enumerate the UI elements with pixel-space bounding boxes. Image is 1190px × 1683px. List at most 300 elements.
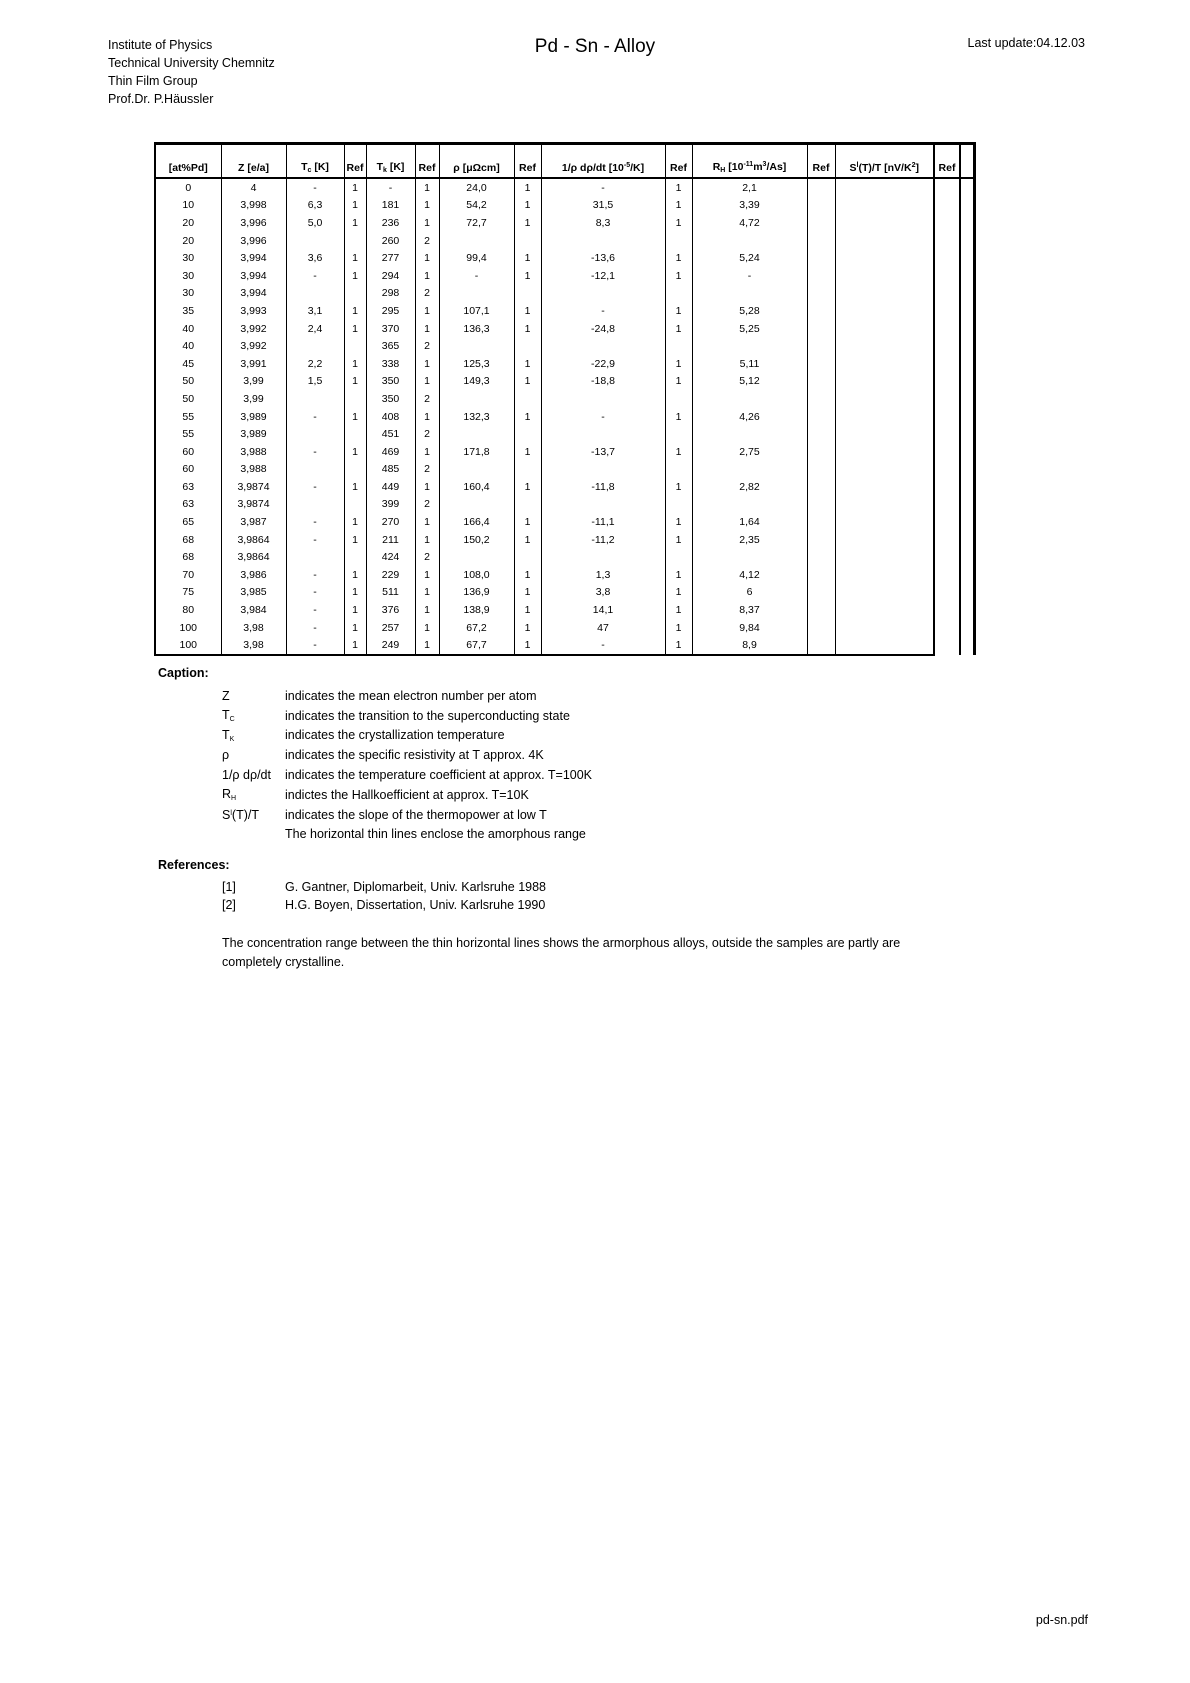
table-row	[155, 513, 974, 531]
table-cell	[344, 232, 366, 250]
table-cell: 3,98	[221, 619, 286, 637]
table-row	[155, 214, 974, 232]
table-cell: 338	[366, 355, 415, 373]
table-cell: 1	[665, 513, 692, 531]
table-cell: 136,3	[439, 320, 514, 338]
table-cell: 6,3	[286, 197, 344, 215]
table-cell: 24,0	[439, 178, 514, 197]
table-cell: 1	[514, 566, 541, 584]
table-cell: 1	[344, 408, 366, 426]
table-cell: -11,2	[541, 531, 665, 549]
table-cell-spacer	[934, 425, 960, 443]
amorphous-note: The concentration range between the thin horizontal lines shows the armorphous alloys, outside the samples are partly are completely crystalline.	[222, 936, 901, 969]
table-cell: 257	[366, 619, 415, 637]
col-header-at-pd: [at%Pd]	[155, 144, 221, 179]
table-cell: 14,1	[541, 601, 665, 619]
table-cell-spacer	[960, 478, 974, 496]
table-cell	[692, 461, 807, 479]
institute-line: Prof.Dr. P.Häussler	[108, 92, 214, 106]
table-cell	[807, 513, 835, 531]
table-cell: 3,993	[221, 302, 286, 320]
table-cell: -	[286, 584, 344, 602]
table-row	[155, 197, 974, 215]
table-cell: 3,994	[221, 285, 286, 303]
table-cell-spacer	[960, 548, 974, 566]
table-cell: 181	[366, 197, 415, 215]
table-row	[155, 232, 974, 250]
table-row	[155, 531, 974, 549]
table-cell: 3,9874	[221, 478, 286, 496]
col-header-ref: Ref	[344, 144, 366, 179]
table-cell	[807, 584, 835, 602]
table-cell-spacer	[960, 601, 974, 619]
table-cell-spacer	[960, 178, 974, 197]
table-cell	[835, 355, 934, 373]
table-cell: 10	[155, 197, 221, 215]
table-cell: 5,11	[692, 355, 807, 373]
table-cell: 4	[221, 178, 286, 197]
table-cell	[835, 197, 934, 215]
table-cell: 100	[155, 619, 221, 637]
table-cell: 3,8	[541, 584, 665, 602]
table-cell: 1	[415, 249, 439, 267]
table-cell: 1	[415, 302, 439, 320]
table-cell-spacer	[934, 285, 960, 303]
table-cell: 1	[514, 443, 541, 461]
table-cell: 3,9864	[221, 531, 286, 549]
table-cell: 30	[155, 285, 221, 303]
caption-text: indicates the transition to the superconducting state	[285, 708, 570, 723]
table-cell-spacer	[934, 337, 960, 355]
reference-number: [2]	[222, 898, 236, 912]
table-cell: 1	[415, 566, 439, 584]
table-cell	[807, 285, 835, 303]
table-cell: 30	[155, 267, 221, 285]
table-cell: 365	[366, 337, 415, 355]
table-cell: 100	[155, 636, 221, 655]
table-cell: -	[541, 178, 665, 197]
table-cell: 1	[514, 408, 541, 426]
table-cell: 1	[344, 636, 366, 655]
table-cell: 3,992	[221, 320, 286, 338]
table-cell: 1	[344, 302, 366, 320]
table-cell: 150,2	[439, 531, 514, 549]
table-cell-spacer	[934, 178, 960, 197]
table-cell: 166,4	[439, 513, 514, 531]
table-cell: 3,985	[221, 584, 286, 602]
table-cell-spacer	[960, 496, 974, 514]
table-cell: 45	[155, 355, 221, 373]
table-cell: 5,24	[692, 249, 807, 267]
reference-item	[222, 896, 546, 914]
table-row	[155, 320, 974, 338]
col-header-thermopower: $S^l(T)/T$ $[nV/K^2]$	[835, 144, 934, 179]
table-cell: 3,986	[221, 566, 286, 584]
table-cell	[835, 601, 934, 619]
table-cell: 1	[415, 178, 439, 197]
table-cell	[286, 337, 344, 355]
table-cell	[344, 496, 366, 514]
table-row	[155, 425, 974, 443]
table-cell	[807, 320, 835, 338]
table-cell	[541, 337, 665, 355]
table-cell: 1	[514, 601, 541, 619]
table-cell	[835, 425, 934, 443]
table-cell-spacer	[960, 425, 974, 443]
table-cell: 2	[415, 285, 439, 303]
table-cell: 1	[665, 619, 692, 637]
table-row	[155, 548, 974, 566]
table-cell: -	[541, 636, 665, 655]
table-cell: 20	[155, 214, 221, 232]
table-cell: -	[286, 408, 344, 426]
table-cell-spacer	[960, 531, 974, 549]
table-row	[155, 636, 974, 655]
table-row	[155, 267, 974, 285]
table-row	[155, 461, 974, 479]
table-cell: 236	[366, 214, 415, 232]
page-title: Pd - Sn - Alloy	[534, 36, 656, 57]
table-cell	[439, 232, 514, 250]
table-cell: -24,8	[541, 320, 665, 338]
table-cell	[286, 390, 344, 408]
col-header-spacer	[960, 144, 974, 179]
table-cell: 160,4	[439, 478, 514, 496]
table-cell: 1	[415, 197, 439, 215]
table-row	[155, 285, 974, 303]
table-cell	[835, 390, 934, 408]
table-cell	[835, 178, 934, 197]
table-cell	[344, 337, 366, 355]
table-cell: 1	[514, 302, 541, 320]
table-cell-spacer	[934, 197, 960, 215]
table-cell: 1	[415, 443, 439, 461]
table-cell: 3,989	[221, 425, 286, 443]
table-cell: 1	[514, 513, 541, 531]
table-cell: 1,5	[286, 373, 344, 391]
table-cell	[439, 548, 514, 566]
table-cell: 171,8	[439, 443, 514, 461]
table-cell: 1	[665, 320, 692, 338]
table-cell: 1	[344, 355, 366, 373]
table-row	[155, 337, 974, 355]
reference-number: [1]	[222, 880, 236, 894]
table-cell	[514, 390, 541, 408]
col-header-ref: Ref	[415, 144, 439, 179]
table-cell	[807, 443, 835, 461]
table-cell: 55	[155, 408, 221, 426]
table-cell-spacer	[960, 285, 974, 303]
table-cell: 370	[366, 320, 415, 338]
table-cell	[514, 232, 541, 250]
table-cell: 55	[155, 425, 221, 443]
table-cell	[692, 548, 807, 566]
table-cell	[835, 337, 934, 355]
table-cell: 511	[366, 584, 415, 602]
table-cell	[807, 478, 835, 496]
table-header-row	[155, 144, 974, 179]
table-cell: 108,0	[439, 566, 514, 584]
table-cell	[439, 496, 514, 514]
caption-text: indicates the specific resistivity at T approx. 4K	[285, 748, 544, 763]
table-cell: 5,25	[692, 320, 807, 338]
table-cell: 1	[665, 214, 692, 232]
table-cell: -	[286, 566, 344, 584]
table-cell: 5,12	[692, 373, 807, 391]
col-header-tc: $T_c$ [K]	[286, 144, 344, 179]
table-cell: 3,9864	[221, 548, 286, 566]
table-cell-spacer	[960, 513, 974, 531]
table-cell	[514, 425, 541, 443]
table-cell-spacer	[960, 619, 974, 637]
table-cell: 2	[415, 461, 439, 479]
table-row	[155, 496, 974, 514]
col-header-ref: Ref	[514, 144, 541, 179]
table-cell: 8,3	[541, 214, 665, 232]
table-cell-spacer	[960, 584, 974, 602]
caption-item	[222, 745, 592, 765]
table-cell: 40	[155, 337, 221, 355]
table-cell	[541, 461, 665, 479]
caption-list	[222, 686, 592, 844]
table-cell: 1	[344, 531, 366, 549]
institute-line: Institute of Physics	[108, 38, 213, 52]
table-cell: 2,4	[286, 320, 344, 338]
table-cell	[541, 390, 665, 408]
caption-item	[222, 785, 592, 805]
caption-item	[222, 765, 592, 785]
table-cell	[439, 390, 514, 408]
table-cell-spacer	[934, 267, 960, 285]
table-cell: 1	[514, 320, 541, 338]
table-cell	[807, 566, 835, 584]
table-cell	[514, 285, 541, 303]
table-cell: 1	[344, 267, 366, 285]
table-cell: 1	[344, 584, 366, 602]
table-cell	[807, 461, 835, 479]
table-cell: 1,64	[692, 513, 807, 531]
caption-item	[222, 686, 592, 706]
table-cell: -	[286, 531, 344, 549]
table-cell: -11,8	[541, 478, 665, 496]
table-cell	[807, 548, 835, 566]
table-cell	[835, 285, 934, 303]
table-cell: 1	[415, 513, 439, 531]
table-cell: 3,6	[286, 249, 344, 267]
caption-symbol: $R_H$	[222, 787, 237, 803]
table-cell: 3,99	[221, 390, 286, 408]
table-cell: 399	[366, 496, 415, 514]
table-cell: 1	[344, 214, 366, 232]
table-cell-spacer	[934, 584, 960, 602]
table-cell	[665, 548, 692, 566]
col-header-ref: Ref	[807, 144, 835, 179]
table-cell-spacer	[934, 390, 960, 408]
table-cell	[835, 478, 934, 496]
table-cell-spacer	[934, 478, 960, 496]
table-row	[155, 390, 974, 408]
table-cell: 1	[415, 320, 439, 338]
table-cell	[835, 302, 934, 320]
table-cell: 75	[155, 584, 221, 602]
table-cell: 270	[366, 513, 415, 531]
table-cell-spacer	[934, 249, 960, 267]
table-cell: -	[286, 601, 344, 619]
table-cell: 2,2	[286, 355, 344, 373]
table-cell	[344, 390, 366, 408]
table-cell: -	[286, 267, 344, 285]
table-cell: 2	[415, 232, 439, 250]
table-cell	[692, 232, 807, 250]
table-cell-spacer	[960, 390, 974, 408]
table-cell: 68	[155, 548, 221, 566]
reference-item	[222, 878, 546, 896]
col-header-tk: $T_k$ [K]	[366, 144, 415, 179]
table-cell: 408	[366, 408, 415, 426]
table-cell: 1	[514, 214, 541, 232]
caption-item	[222, 805, 592, 825]
table-cell: -	[286, 636, 344, 655]
table-cell	[807, 636, 835, 655]
col-header-ref: Ref	[934, 144, 960, 179]
table-cell: 6	[692, 584, 807, 602]
table-cell	[665, 337, 692, 355]
table-body	[155, 178, 974, 655]
table-cell: 451	[366, 425, 415, 443]
table-cell: 3,99	[221, 373, 286, 391]
caption-text: indicates the mean electron number per atom	[285, 688, 537, 703]
caption-text: The horizontal thin lines enclose the amorphous range	[285, 827, 586, 842]
table-row	[155, 601, 974, 619]
table-cell	[807, 337, 835, 355]
table-cell-spacer	[934, 548, 960, 566]
table-cell	[807, 390, 835, 408]
table-cell	[835, 619, 934, 637]
table-cell: 2	[415, 496, 439, 514]
table-cell: 63	[155, 496, 221, 514]
table-cell	[286, 461, 344, 479]
table-cell: 67,7	[439, 636, 514, 655]
table-cell: -	[439, 267, 514, 285]
table-cell: 1	[344, 601, 366, 619]
table-cell: 3,1	[286, 302, 344, 320]
caption-item	[222, 825, 592, 845]
table-cell: 249	[366, 636, 415, 655]
table-cell: 2,82	[692, 478, 807, 496]
table-cell: 1	[665, 267, 692, 285]
table-cell: 2	[415, 425, 439, 443]
table-cell	[541, 496, 665, 514]
table-cell	[807, 249, 835, 267]
table-cell-spacer	[960, 443, 974, 461]
table-cell	[439, 337, 514, 355]
table-cell-spacer	[934, 513, 960, 531]
table-cell	[807, 601, 835, 619]
table-cell-spacer	[960, 249, 974, 267]
table-cell: 1	[665, 249, 692, 267]
table-cell: 1	[665, 443, 692, 461]
table-cell: 1	[514, 178, 541, 197]
table-cell: 3,998	[221, 197, 286, 215]
table-cell: 3,988	[221, 461, 286, 479]
table-cell: 107,1	[439, 302, 514, 320]
table-cell-spacer	[934, 408, 960, 426]
table-cell: 3,98	[221, 636, 286, 655]
table-cell: 1	[665, 636, 692, 655]
table-cell	[344, 461, 366, 479]
table-cell-spacer	[934, 320, 960, 338]
table-cell	[439, 461, 514, 479]
table-cell	[286, 548, 344, 566]
table-cell: 1	[665, 531, 692, 549]
references-list	[222, 878, 546, 914]
table-cell	[807, 355, 835, 373]
table-row	[155, 302, 974, 320]
table-cell: 1	[344, 619, 366, 637]
table-cell: 1	[344, 566, 366, 584]
caption-item	[222, 706, 592, 726]
table-cell: 20	[155, 232, 221, 250]
table-cell	[665, 425, 692, 443]
table-cell: 2	[415, 548, 439, 566]
table-cell: 3,991	[221, 355, 286, 373]
table-cell: -12,1	[541, 267, 665, 285]
table-cell: 3,9874	[221, 496, 286, 514]
table-cell	[835, 513, 934, 531]
col-header-ref: Ref	[665, 144, 692, 179]
table-row	[155, 178, 974, 197]
table-cell: 35	[155, 302, 221, 320]
table-cell: -	[286, 513, 344, 531]
table-cell: -13,6	[541, 249, 665, 267]
table-cell-spacer	[934, 214, 960, 232]
table-cell: 1	[514, 531, 541, 549]
table-cell	[665, 496, 692, 514]
table-cell: 1	[514, 636, 541, 655]
table-cell	[807, 496, 835, 514]
table-cell: 1	[344, 443, 366, 461]
table-cell	[514, 496, 541, 514]
table-cell: 1	[344, 478, 366, 496]
table-cell	[665, 285, 692, 303]
table-cell: 469	[366, 443, 415, 461]
table-cell-spacer	[934, 302, 960, 320]
table-cell: 1	[665, 566, 692, 584]
table-cell: 294	[366, 267, 415, 285]
table-cell: 485	[366, 461, 415, 479]
table-cell: 63	[155, 478, 221, 496]
table-cell: 1	[514, 355, 541, 373]
table-cell	[835, 443, 934, 461]
table-cell	[692, 390, 807, 408]
table-cell-spacer	[960, 408, 974, 426]
alloy-data-table	[154, 142, 976, 656]
table-cell: -13,7	[541, 443, 665, 461]
table-cell-spacer	[960, 267, 974, 285]
table-cell: 229	[366, 566, 415, 584]
table-cell	[692, 285, 807, 303]
table-cell: 211	[366, 531, 415, 549]
table-cell	[692, 337, 807, 355]
table-cell: 4,72	[692, 214, 807, 232]
references-title: References:	[158, 858, 230, 872]
table-cell: 3,989	[221, 408, 286, 426]
table-cell: -	[286, 619, 344, 637]
table-cell: 1	[514, 249, 541, 267]
caption-symbol: $T_K$	[222, 727, 235, 743]
table-cell	[344, 425, 366, 443]
table-cell: 3,39	[692, 197, 807, 215]
